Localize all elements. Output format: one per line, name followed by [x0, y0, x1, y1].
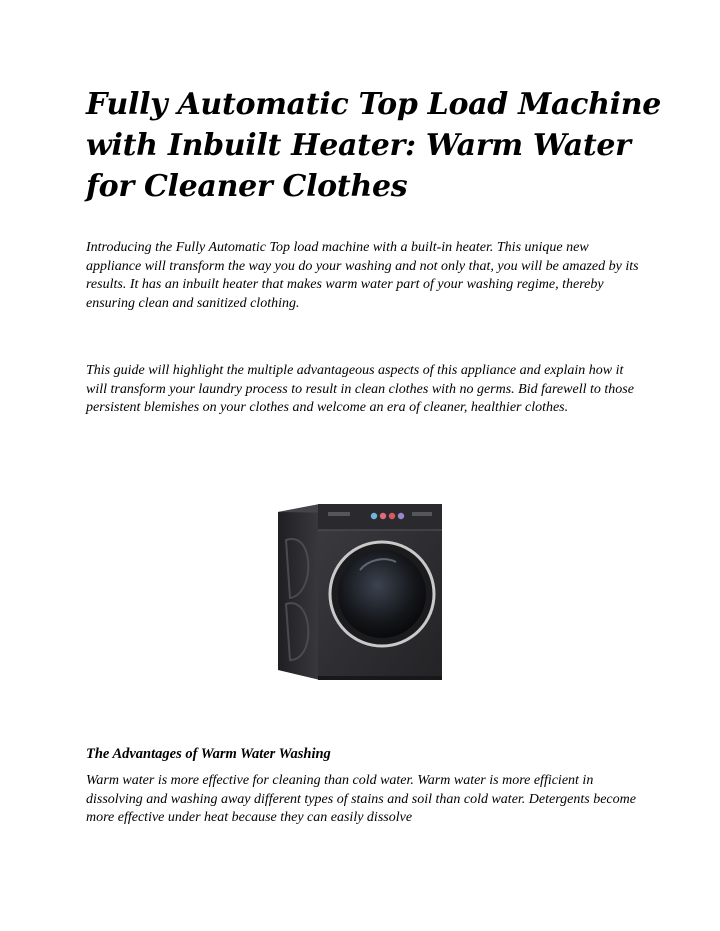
washing-machine-icon: [272, 500, 448, 684]
intro-paragraph: Introducing the Fully Automatic Top load machine with a built-in heater. This unique new appliance will transform the way you do your washing and not only that, you will be amazed by its results. It has an inbuilt heater that makes warm water part of your washing regime, thereby ensuring clean and sanitized clothing.: [86, 240, 639, 311]
washing-machine-image: [272, 500, 448, 684]
section-paragraph: Warm water is more effective for cleaning than cold water. Warm water is more efficient in dissolving and washing away different types of stains and soil than cold water. Detergents become more effective under heat because they can easily dissolve: [86, 773, 636, 825]
guide-paragraph: This guide will highlight the multiple advantageous aspects of this appliance and explain how it will transform your laundry process to result in clean clothes with no germs. Bid farewell to those persistent blemishes on your clothes and welcome an era of cleaner, healthier clothes.: [86, 363, 634, 415]
section-heading: The Advantages of Warm Water Washing: [86, 746, 331, 762]
page-title: Fully Automatic Top Load Machine with Inbuilt Heater: Warm Water for Cleaner Clothes: [86, 87, 662, 204]
